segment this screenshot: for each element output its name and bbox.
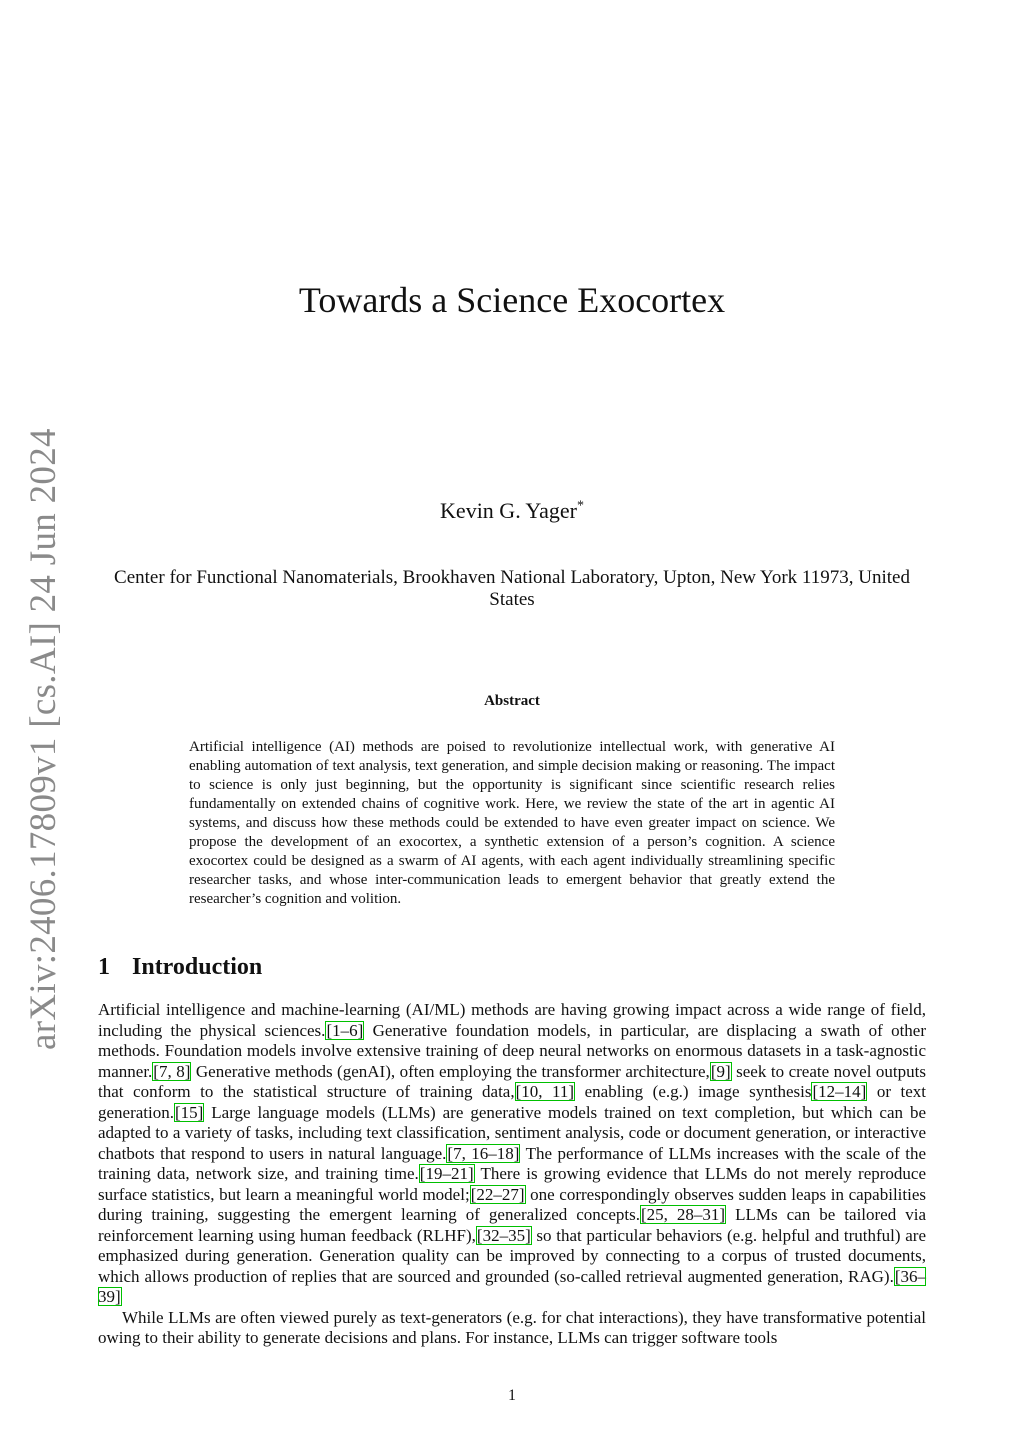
author-line bbox=[0, 498, 1024, 524]
intro-text: so that particular behaviors (e.g. helpful and truthful) are emphasized during generation. Generation quality can be improved by connecting to a corpus of trusted documents, which allows production of replies that are sourced and grounded (so-called retrieval augmented generation, RAG). bbox=[98, 1225, 927, 1286]
arxiv-identifier-stamp: arXiv:2406.17809v1 [cs.AI] 24 Jun 2024 bbox=[23, 428, 64, 1050]
citation-link[interactable]: [15] bbox=[175, 1102, 204, 1122]
intro-text: enabling (e.g.) image synthesis bbox=[575, 1082, 812, 1101]
paper-title: Towards a Science Exocortex bbox=[298, 280, 726, 320]
intro-text: Generative methods (genAI), often employing the transformer architecture, bbox=[191, 1061, 710, 1081]
citation-link[interactable]: [19–21] bbox=[419, 1164, 474, 1183]
abstract-heading: Abstract bbox=[484, 693, 540, 709]
author-name: Kevin G. Yager bbox=[440, 498, 577, 523]
citation-link[interactable]: [12–14] bbox=[812, 1082, 867, 1101]
section-heading bbox=[98, 954, 262, 981]
intro-text: or text generation. bbox=[98, 1082, 927, 1122]
intro-text: one correspondingly observes sudden leaps in capabilities during training, suggesting the emergent learning of generalized concepts. bbox=[98, 1184, 927, 1224]
citation-link[interactable]: [22–27] bbox=[470, 1184, 525, 1204]
intro-text: Generative foundation models, in particular, are displacing a swath of other methods. Foundation models involve extensive training of deep neural networks on enormous datasets in a task-agnostic manner. bbox=[98, 1020, 927, 1081]
section-number: 1 bbox=[98, 954, 110, 980]
citation-link[interactable]: [7, 16–18] bbox=[447, 1143, 520, 1163]
author-footnote-mark: * bbox=[576, 498, 584, 514]
intro-text: The performance of LLMs increases with the scale of the training data, network size, and training time. bbox=[98, 1143, 926, 1183]
intro-paragraph-1 bbox=[98, 1000, 926, 1308]
citation-link[interactable]: [1–6] bbox=[326, 1020, 364, 1040]
citation-link[interactable]: [32–35] bbox=[476, 1225, 531, 1245]
intro-text: seek to create novel outputs that conform to the statistical structure of training data, bbox=[98, 1061, 926, 1101]
section-title: Introduction bbox=[132, 954, 263, 980]
intro-text: Large language models (LLMs) are generative models trained on text completion, but which can be adapted to a variety of tasks, including text classification, sentiment analysis, code or document generation, or interactive chatbots that respond to users in natural language. bbox=[98, 1102, 926, 1163]
intro-text: LLMs can be tailored via reinforcement learning using human feedback (RLHF), bbox=[98, 1205, 927, 1245]
citation-link[interactable]: [10, 11] bbox=[515, 1082, 575, 1101]
citation-link[interactable]: [9] bbox=[710, 1061, 731, 1081]
abstract-text: Artificial intelligence (AI) methods are poised to revolutionize intellectual work, with generative AI enabling automation of text analysis, text generation, and simple decision making or reasoning. The impact to science is only just beginning, but the opportunity is significant since scientific research relies fundamentally on extended chains of cognitive work. Here, we review the state of the art in agentic AI systems, and discuss how these methods could be extended to have even greater impact on science. We propose the development of an exocortex, a synthetic extension of a person’s cognition. A science exocortex could be designed as a swarm of AI agents, with each agent individually streamlining specific researcher tasks, and whose inter-communication leads to emergent behavior that greatly extend the researcher’s cognition and volition. bbox=[189, 739, 835, 907]
intro-text: There is growing evidence that LLMs do not merely reproduce surface statistics, but learn a meaningful world model; bbox=[98, 1164, 926, 1204]
citation-link[interactable]: [36–39] bbox=[98, 1266, 926, 1306]
citation-link[interactable]: [7, 8] bbox=[153, 1061, 191, 1081]
author-affiliation: Center for Functional Nanomaterials, Brookhaven National Laboratory, Upton, New York 11973, United States bbox=[114, 567, 910, 610]
introduction-body bbox=[98, 1000, 926, 1349]
citation-link[interactable]: [25, 28–31] bbox=[641, 1205, 726, 1224]
page-number: 1 bbox=[508, 1387, 516, 1404]
intro-text: Artificial intelligence and machine-learning (AI/ML) methods are having growing impact across a wide range of field, including the physical sciences. bbox=[98, 1000, 926, 1040]
intro-paragraph-2: While LLMs are often viewed purely as text-generators (e.g. for chat interactions), they have transformative potential owing to their ability to generate decisions and plans. For instance, LLMs can trigger software tools bbox=[98, 1307, 926, 1347]
